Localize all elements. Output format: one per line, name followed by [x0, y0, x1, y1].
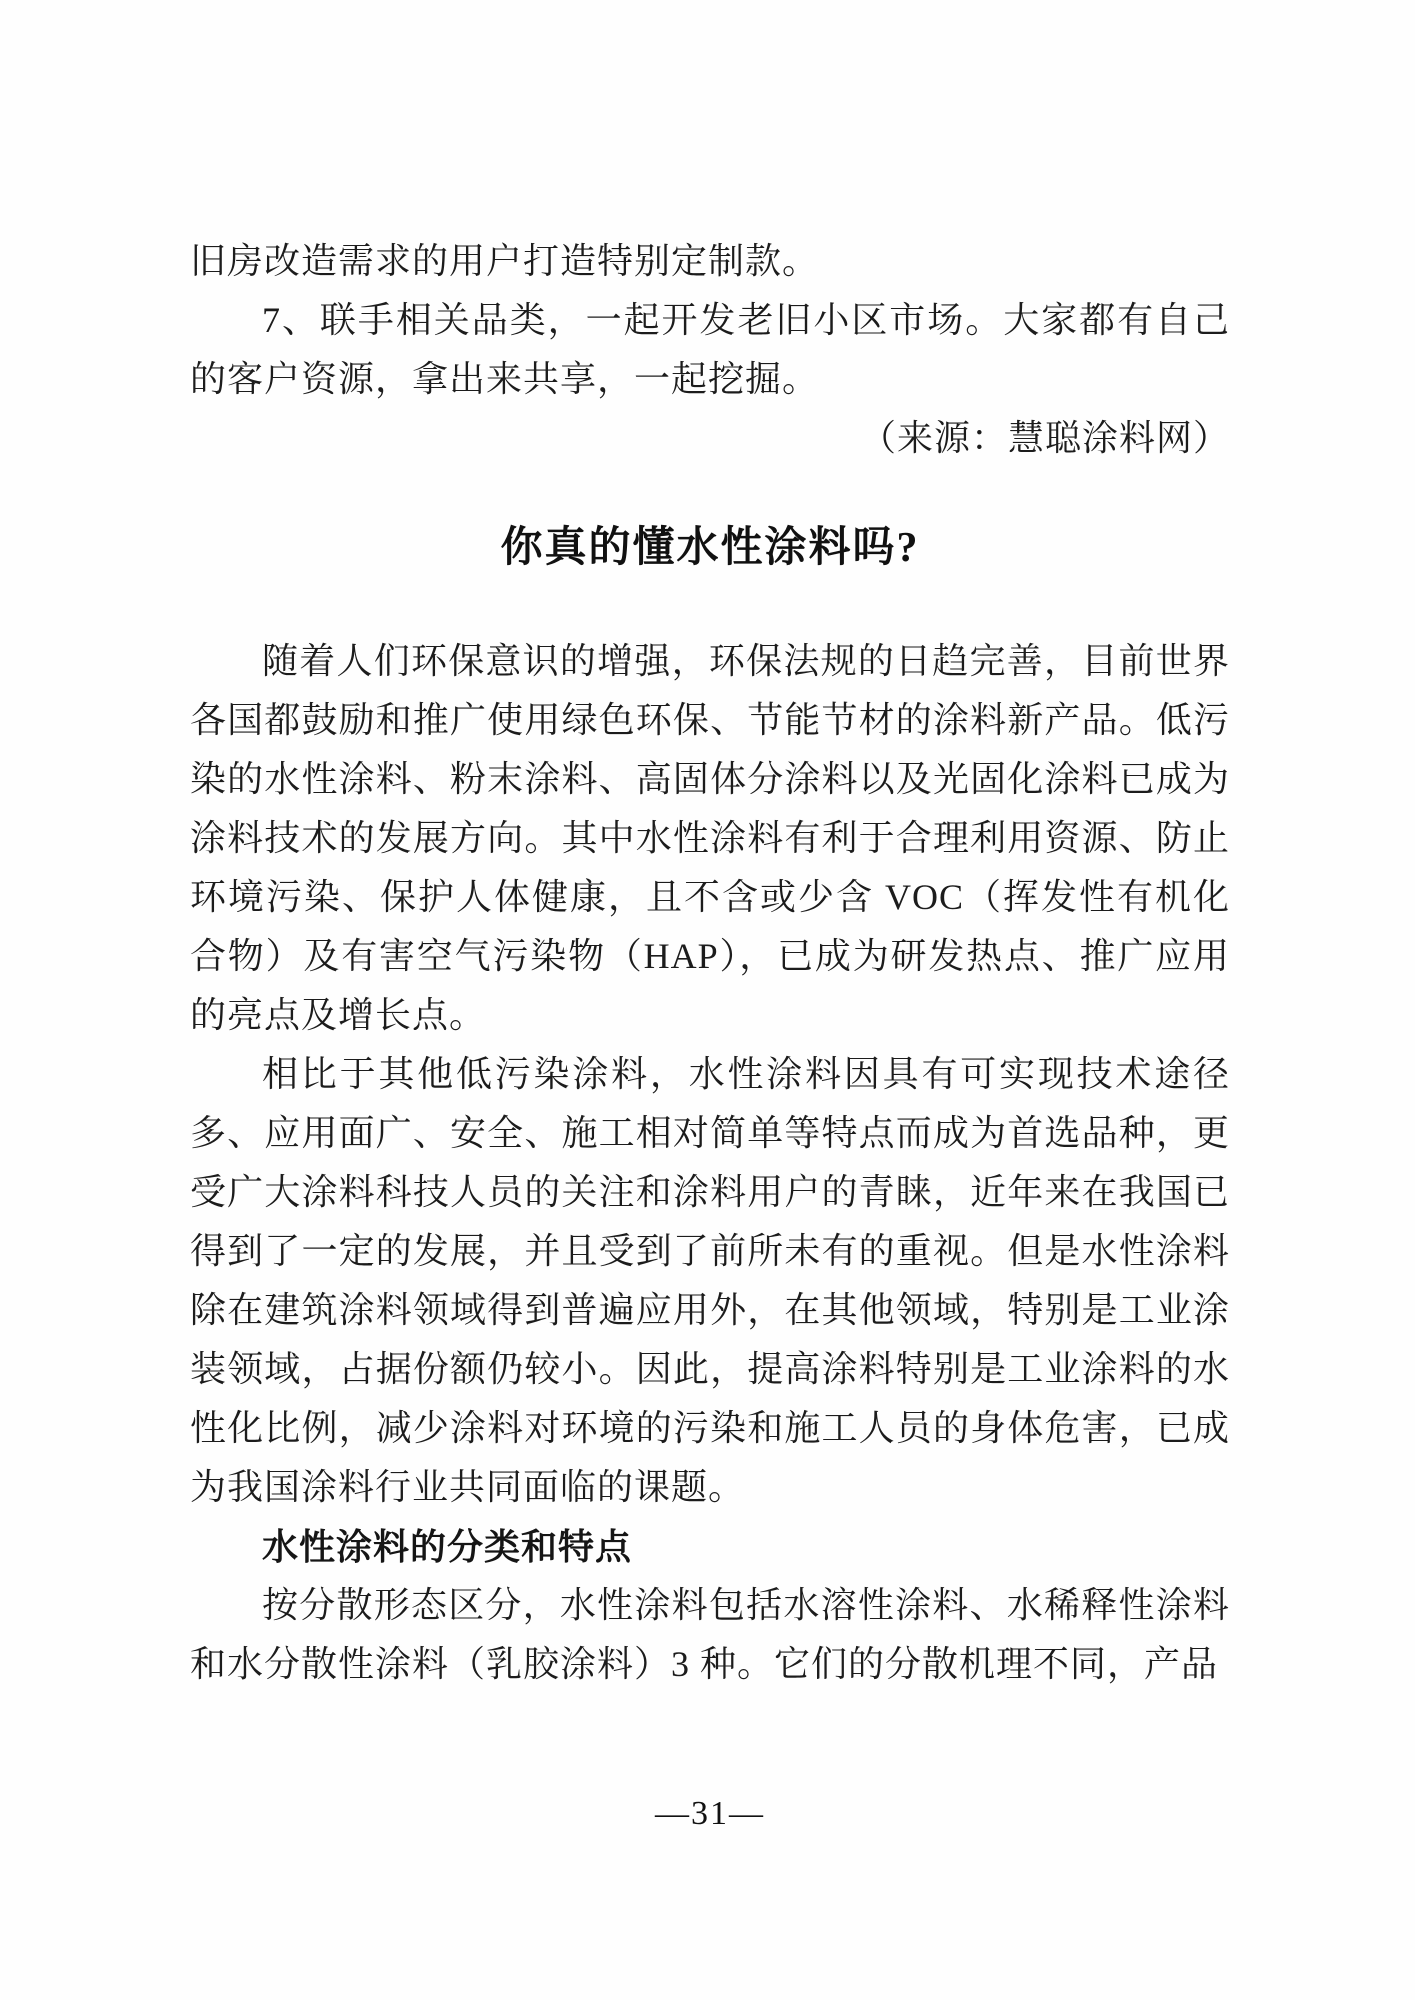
comparison-paragraph: 相比于其他低污染涂料，水性涂料因具有可实现技术途径多、应用面广、安全、施工相对简单等特点而成为首选品种，更受广大涂料科技人员的关注和涂料用户的青睐，近年来在我国已得到了一定的发展，并且受到了前所未有的重视。但是水性涂料除在建筑涂料领域得到普遍应用外，在其他领域，特别是工业涂装领域，占据份额仍较小。因此，提高涂料特别是工业涂料的水性化比例，减少涂料对环境的污染和施工人员的身体危害，已成为我国涂料行业共同面临的课题。 [190, 1054, 1230, 1507]
section-subheading: 水性涂料的分类和特点 [262, 1526, 633, 1567]
classification-paragraph: 按分散形态区分，水性涂料包括水溶性涂料、水稀释性涂料和水分散性涂料（乳胶涂料）3 种。它们的分散机理不同，产品 [190, 1585, 1230, 1684]
page-content [190, 232, 1230, 1694]
page-number: —31— [655, 1795, 765, 1832]
source-attribution: （来源：慧聪涂料网） [859, 418, 1230, 458]
article-title: 你真的懂水性涂料吗? [500, 525, 920, 571]
list-item-7-paragraph: 7、联手相关品类，一起开发老旧小区市场。大家都有自己的客户资源，拿出来共享，一起挖掘。 [190, 300, 1230, 399]
continuation-paragraph: 旧房改造需求的用户打造特别定制款。 [190, 241, 820, 281]
intro-paragraph: 随着人们环保意识的增强，环保法规的日趋完善，目前世界各国都鼓励和推广使用绿色环保、节能节材的涂料新产品。低污染的水性涂料、粉末涂料、高固体分涂料以及光固化涂料已成为涂料技术的发展方向。其中水性涂料有利于合理利用资源、防止环境污染、保护人体健康，且不含或少含 VOC（挥发性有机化合物）及有害空气污染物（HAP），已成为研发热点、推广应用的亮点及增长点。 [190, 641, 1230, 1035]
